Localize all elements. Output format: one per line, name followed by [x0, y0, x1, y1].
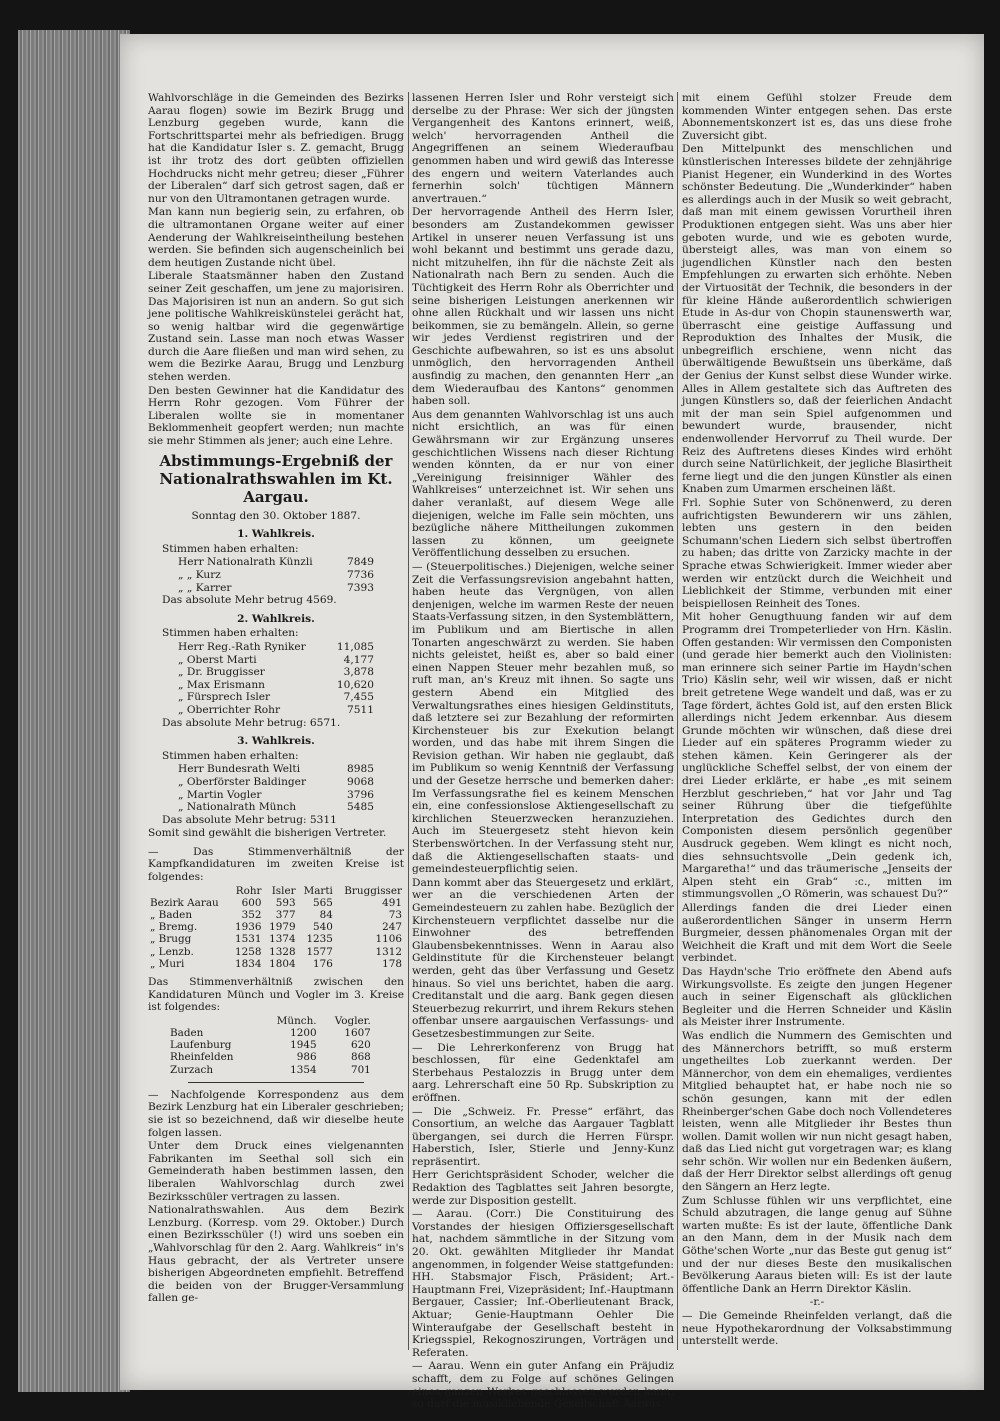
muench-vogler-table: Münch. Vogler. Baden 1200 1607 Laufenburg 1945 620 Rheinfelden 986 868 Zurzach 1354 701 [170, 1014, 371, 1076]
paragraph: Mit hoher Genugthuung fanden wir auf dem Programm drei Trompeterlieder von Hrn. Käslin. Offen gestanden: Wir vermissen den Componisten (und gerade hier bemerkt auch den Violinisten: man erinnere sich seiner Partie im Haydn'schen Trio) Käslin sehr, weil wir wissen, daß er nicht breit getretene Wege wandelt und daß, was er zu Tage fördert, ächtes Gold ist, auf den ersten Blick allerdings nicht Jedem erkennbar. Aus diesem Grunde möchten wir wünschen, daß diese drei Lieder auf ein späteres Programm wieder zu stehen kämen. Kein Geringerer als der unglückliche Scheffel selbst, der von einem der drei Lieder erklärte, er habe „es mit seinem Herzblut geschrieben,“ hat vor Jahr und Tag seiner Rührung über die tiefgefühlte Interpretation des Gedichtes durch den Componisten diesem persönlich gegenüber Ausdruck gegeben. Wem klingt es nicht noch, dies sehnsuchtsvolle „Dein gedenk ich, Margaretha!“ und das träumerische „Jenseits der Alpen steht ein Grab“ :c., mitten im stimmungsvollen „O Römerin, was schauest Du?“ [682, 611, 952, 901]
candidate-row: Herr Bundesrath Welti 8985 [178, 763, 374, 776]
absolute-majority: Das absolute Mehr betrug 4569. [162, 594, 337, 607]
candidate-row: „ Oberförster Baldinger 9068 [178, 775, 374, 788]
paragraph: Zum Schlusse fühlen wir uns verpflichtet, eine Schuld abzutragen, die lange genug auf Sühne warten mußte: Es ist der laute, öffentliche Dank an den Mann, dem in der Musik nach dem Göthe'schen Worte „nur das Beste gut genug ist“ und der nur dieses Beste den musikalischen Bevölkerung Aaraus bieten will: Es ist der laute öffentliche Dank an Herrn Direktor Käslin. [682, 1194, 952, 1295]
paragraph: — Die Gemeinde Rheinfelden verlangt, daß die neue Hypothekarordnung der Volksabstimmung unterstellt werde. [682, 1310, 952, 1348]
candidate-row: Herr Nationalrath Künzli 7849 [178, 556, 374, 569]
paragraph: Wahlvorschläge in die Gemeinden des Bezirks Aarau flogen) sowie im Bezirk Brugg und Lenzburg gegeben wurde, kann die Fortschrittspartei mehr als befriedigen. Brugg hat die Kandidatur Isler s. Z. gemacht, Brugg ist ihr trotz des dort geübten offiziellen Hochdrucks nicht mehr getreu; dieser „Führer der Liberalen“ darf sich getrost sagen, daß er nur von den Ultramontanen getragen wurde. [148, 92, 404, 205]
paragraph: Allerdings fanden die drei Lieder einen außerordentlichen Sänger in unserm Herrn Burgmeier, dessen phänomenales Organ mit der Weichheit die Kraft und mit dem Wort die Seele verbindet. [682, 902, 952, 965]
paragraph: — Aarau. Wenn ein guter Anfang ein Präjudiz schafft, dem zu Folge auf schönes Gelingen eines ganzen Werkes geschlossen werden kann, so darf die musikliebende Gesellschaft Aaraus [412, 1360, 674, 1411]
paragraph: Den Mittelpunkt des menschlichen und künstlerischen Interesses bildete der zehnjährige Pianist Hegener, ein Wunderkind in des Wortes schönster Bedeutung. Die „Wunderkinder“ haben es allerdings auch in der Musik so weit gebracht, daß man mit einem gewissen Vorurtheil ihren Produktionen entgegen sieht. Was uns aber hier geboten wurde, und wie es geboten wurde, übersteigt alles, was man von einem so jugendlichen Künstler nach den besten Empfehlungen zu erwarten sich erhöhte. Neben der Virtuosität der Technik, die besonders in der für kleine Hände außerordentlich schwierigen Etude in As-dur von Chopin staunenswerth war, überrascht eine geistige Auffassung und Reproduktion des Inhaltes der Musik, die unbegreiflich erschiene, wenn nicht das überwältigende Bewußtsein uns überkäme, daß der Genius der Kunst selbst diese Wunder wirke. Alles in Allem gestaltete sich das Auftreten des jungen Künstlers so, daß der feierlichen Andacht mit der man sein Spiel aufgenommen und bewundert wurde, brausender, nicht endenwollender Hervorruf zu Theil wurde. Der Reiz des Auftretens dieses Kindes wird erhöht durch seine Natürlichkeit, der jegliche Blasirtheit ferne liegt und die den jungen Künstler als einen Knaben zum Umarmen erscheinen läßt. [682, 143, 952, 496]
paragraph: Frl. Sophie Suter von Schönenwerd, zu deren aufrichtigsten Bewunderern wir uns zählen, lebten uns gestern in den beiden Schumann'schen Liedern sich selbst übertroffen zu haben; das dritte von Zarzicky machte in der Sprache etwas Schwierigkeit. Immer wieder aber werden wir entzückt durch die Weichheit und Lieblichkeit der Stimme, verbunden mit einer beispiellosen Reinheit des Tones. [682, 497, 952, 610]
paragraph: — Die „Schweiz. Fr. Presse“ erfährt, das Consortium, an welche das Aargauer Tagblatt übergangen, sei durch die Herren Fürspr. Haberstich, Isler, Stierle und Jenny-Kunz repräsentirt. [412, 1105, 674, 1168]
candidate-row: „ Dr. Bruggisser 3,878 [178, 666, 374, 679]
book-binding-edge [18, 30, 130, 1392]
table-row: „ Muri 1834 1804 176 178 [150, 957, 402, 970]
absolute-majority: Das absolute Mehr betrug: 5311 [162, 813, 337, 826]
author-signature: -r.- [809, 1296, 825, 1309]
table-row: Bezirk Aarau 600 593 565 491 [150, 896, 402, 909]
table-row: Zurzach 1354 701 [170, 1063, 371, 1076]
paragraph: Man kann nun begierig sein, zu erfahren, ob die ultramontanen Organe weiter auf einer Aenderung der Wahlkreiseintheilung bestehen werden. Sie befinden sich augenscheinlich bei dem heutigen Zustande nicht übel. [148, 206, 404, 269]
paragraph: Herr Gerichtspräsident Schoder, welcher die Redaktion des Tagblattes seit Jahren besorgte, werde zur Disposition gestellt. [412, 1169, 674, 1207]
candidate-row: „ Max Erismann 10,620 [178, 678, 374, 691]
column-rule [408, 92, 409, 1350]
table-row: Baden 1200 1607 [170, 1027, 371, 1040]
paragraph: Nationalrathswahlen. Aus dem Bezirk Lenzburg. (Korresp. vom 29. Oktober.) Durch einen Bezirksschüler (!) wird uns soeben ein „Wahlvorschlag für den 2. Aarg. Wahlkreis“ in's Haus gebracht, der als Vertreter unsere bisherigen Abgeordneten empfiehlt. Betreffend die beiden von der Brugger-Versammlung fallen ge- [148, 1204, 404, 1305]
table-row: Rheinfelden 986 868 [170, 1051, 371, 1064]
column-left [148, 92, 404, 1350]
table-row: „ Brugg 1531 1374 1235 1106 [150, 933, 402, 946]
paragraph: — Aarau. (Corr.) Die Constituirung des Vorstandes der hiesigen Offiziersgesellschaft hat, nachdem sämmtliche in der Sitzung vom 20. Okt. gewählten Mitglieder ihr Mandat angenommen, in folgender Weise stattgefunden: HH. Stabsmajor Fisch, Präsident; Art.-Hauptmann Frei, Vizepräsident; Inf.-Hauptmann Bergauer, Cassier; Inf.-Oberlieutenant Brack, Aktuar; Genie-Hauptmann Oehler Die Winteraufgabe der Gesellschaft besteht in Kriegsspiel, Rekognoszirungen, Vorträgen und Referaten. [412, 1208, 674, 1359]
paragraph: Das Stimmenverhältniß zwischen den Kandidaturen Münch und Vogler im 3. Kreise ist folgendes: [148, 976, 404, 1014]
table-row: „ Baden 352 377 84 73 [150, 909, 402, 922]
candidate-row: „ „ Kurz 7736 [178, 569, 374, 581]
wahlkreis-1-heading: 1. Wahlkreis. [237, 528, 315, 541]
paragraph: Das Haydn'sche Trio eröffnete den Abend aufs Wirkungsvollste. Es zeigte den jungen Hegener auch in seiner Eigenschaft als glücklichen Begleiter und die Herren Schneider und Käslin als Meister ihrer Instrumente. [682, 965, 952, 1029]
candidate-row: Herr Reg.-Rath Ryniker 11,085 [178, 640, 374, 653]
paragraph: Aus dem genannten Wahlvorschlag ist uns auch nicht ersichtlich, an was für einen Gewährsmann wir zur Ergänzung unseres geschichtlichen Wissens nach dieser Richtung wenden könnten, da er nur von einer „Vereinigung freisinniger Wähler des Wahlkreises“ unterzeichnet ist. Wir sehen uns daher veranlaßt, auf diesem Wege alle diejenigen, welche im Falle sein möchten, uns bezügliche nähere Mittheilungen zukommen lassen zu können, um geeignete Veröffentlichung desselben zu ersuchen. [412, 408, 674, 560]
candidate-row: „ Oberst Marti 4,177 [178, 653, 374, 666]
newspaper-page [120, 34, 984, 1411]
candidate-row: „ „ Karrer 7393 [178, 581, 374, 594]
results-title: Abstimmungs-Ergebniß der Nationalrathswahlen im Kt. Aargau. [159, 451, 393, 506]
divider [188, 1082, 364, 1083]
paragraph: — (Steuerpolitisches.) Diejenigen, welche seiner Zeit die Verfassungsrevision angebahnt hatten, haben heute das Vergnügen, von allen denjenigen, welche im warmen Reste der neuen Staats-Verfassung sitzen, in den Systemblättern, im Publikum und am Biertische in allen Tonarten angeschwärzt zu werden. Sie haben nichts geleistet, heißt es, aber so bald einer einen Nappen Steuer mehr bezahlen muß, so ruft man, an's Kreuz mit ihnen. So sagte uns gestern Abend ein Mitglied des Verwaltungsrathes eines hiesigen Geldinstituts, daß letztere sei zur Bezahlung der reformirten Kirchensteuer bis zur Exekution belangt worden, und das habe mit ihrem Singen die Revision gethan. Wir haben nie geglaubt, daß im Publikum so wenig Kenntniß der Verfassung und der Gesetze herrsche und bemerken daher: Im Verfassungsrathe fiel es keinem Menschen ein, eine confessionslose Aktiengesellschaft zu kirchlichen Steuerzwecken heranzuziehen. Auch im Steuergesetz steht hievon kein Sterbenswörtchen. In der Verfassung steht nur, daß die Aktiengesellschaften staats- und gemeindesteuerpflichtig seien. [412, 560, 674, 876]
wahlkreis-intro: Stimmen haben erhalten: [162, 749, 299, 762]
paragraph: mit einem Gefühl stolzer Freude dem kommenden Winter entgegen sehen. Das erste Abonnementskonzert ist es, das uns diese frohe Zuversicht gibt. [682, 92, 952, 142]
paragraph: Dann kommt aber das Steuergesetz und erklärt, wer an die verschiedenen Arten der Gemeindesteuern zu zahlen habe. Bezüglich der Kirchensteuern verpflichtet dasselbe nur die Einwohner des betreffenden Glaubensbekenntnisses. Wenn in Aarau also Geldinstitute für die Kirchensteuer belangt werden, geht das über Verfassung und Gesetz hinaus. So viel uns berichtet, haben die aarg. Creditanstalt und die aarg. Bank gegen diesen Steuerbezug rekurrirt, und ihrem Rekurs stehen offenbar unsere aargauischen Verfassungs- und Gesetzesbestimmungen zur Seite. [412, 876, 674, 1040]
paragraph: Der hervorragende Antheil des Herrn Isler, besonders am Zustandekommen gewisser Artikel in unserer neuen Verfassung ist uns wohl bekannt und bestimmt uns gerade dazu, nicht mitzuhelfen, ihn für die nächste Zeit als Nationalrath nach Bern zu senden. Auch die Tüchtigkeit des Herrn Rohr als Oberrichter und seine bisherigen Leistungen anerkennen wir ohne allen Rückhalt und wir lassen uns nicht beikommen, sie zu bemängeln. Allein, so gerne wir jedes Verdienst registriren und der Geschichte aufbewahren, so ist es uns absolut unmöglich, den hervorragenden Antheil ausfindig zu machen, den genannten Herr „an dem Wiederaufbau des Kantons“ genommen haben soll. [412, 206, 674, 408]
results-date: Sonntag den 30. Oktober 1887. [191, 509, 361, 522]
paragraph: — Nachfolgende Korrespondenz aus dem Bezirk Lenzburg hat ein Liberaler geschrieben; sie ist so bezeichnend, daß wir dieselbe heute folgen lassen. [148, 1088, 404, 1139]
elected-note: Somit sind gewählt die bisherigen Vertreter. [148, 827, 387, 840]
candidate-row: „ Nationalrath Münch 5485 [178, 801, 374, 814]
paragraph: Unter dem Druck eines vielgenannten Fabrikanten im Seethal soll sich ein Gemeinderath haben bestimmen lassen, den liberalen Wahlvorschlag durch zwei Bezirksschüler vertragen zu lassen. [148, 1140, 404, 1203]
wahlkreis-intro: Stimmen haben erhalten: [162, 627, 299, 640]
wahlkreis-intro: Stimmen haben erhalten: [162, 542, 299, 555]
paragraph: — Das Stimmenverhältniß der Kampfkandidaturen im zweiten Kreise ist folgendes: [148, 845, 404, 884]
paragraph: Liberale Staatsmänner haben den Zustand seiner Zeit geschaffen, um jene zu majorisiren. Das Majorisiren ist nun an andern. So gut sich jene politische Wahlkreiskünstelei gerächt hat, so wenig haltbar wird die gegenwärtige Zustand sein. Lasse man noch etwas Wasser durch die Aare fließen und man wird sehen, zu wem die Bezirke Aarau, Brugg und Lenzburg stehen werden. [148, 270, 404, 384]
column-right [682, 92, 952, 1350]
column-rule [677, 92, 678, 1350]
paragraph: Den besten Gewinner hat die Kandidatur des Herrn Rohr gezogen. Vom Führer der Liberalen wollte sie in momentaner Beklommenheit geopfert werden; nun machte sie mehr Stimmen als jener; auch eine Lehre. [148, 384, 404, 448]
wahlkreis-3-heading: 3. Wahlkreis. [237, 735, 315, 748]
candidate-row: „ Oberrichter Rohr 7511 [178, 703, 374, 716]
table-row: „ Lenzb. 1258 1328 1577 1312 [150, 945, 402, 958]
wahlkreis-2-heading: 2. Wahlkreis. [237, 612, 315, 625]
paragraph: Was endlich die Nummern des Gemischten und des Männerchors betrifft, so muß ersterm ungetheiltes Lob zuerkannt werden. Der Männerchor, von dem ein ehemaliges, verdientes Mitglied behauptet hat, er habe noch nie so schön gesungen, kann mit der edlen Rheinberger'schen Gabe doch noch Vollendeteres leisten, wenn alle Mitglieder ihr Bestes thun wollen. Damit wollen wir nun nicht gesagt haben, daß das Lied nicht gut vorgetragen war; es klang sehr schön. Wir wollen nur ein Bedenken äußern, daß der Herr Direktor selbst allerdings oft genug den Sängern an Herz legte. [682, 1029, 952, 1194]
table-row: „ Bremg. 1936 1979 540 247 [150, 921, 402, 934]
candidate-row: „ Fürsprech Isler 7,455 [178, 691, 374, 704]
paragraph: lassenen Herren Isler und Rohr versteigt sich derselbe zu der Phrase: Wer sich der jüngsten Vergangenheit des Kantons erinnert, weiß, welch' hervorragenden Antheil die Angegriffenen an seinem Wiederaufbau genommen haben und wird gewiß das Interesse des engern und weitern Vaterlandes auch fernerhin solch' tüchtigen Männern anvertrauen.“ [412, 92, 674, 205]
table-row: Laufenburg 1945 620 [170, 1039, 371, 1052]
district-results-table: Rohr Isler Marti Bruggisser Bezirk Aarau 600 593 565 491 „ Baden 352 377 84 73 „ Bremg. 1936 1979 540 247 „ Brugg 1531 1374 1235 1106 „ Lenzb. 1258 1328 1577 1312 „ Muri 1834 1804 176 178 [150, 884, 402, 970]
column-middle [412, 92, 674, 1411]
absolute-majority: Das absolute Mehr betrug: 6571. [162, 716, 341, 729]
candidate-row: „ Martin Vogler 3796 [178, 788, 374, 801]
paragraph: — Die Lehrerkonferenz von Brugg hat beschlossen, für eine Gedenktafel am Sterbehaus Pestalozzis in Brugg unter dem aarg. Lehrerschaft eine 50 Rp. Subskription zu eröffnen. [412, 1041, 674, 1104]
